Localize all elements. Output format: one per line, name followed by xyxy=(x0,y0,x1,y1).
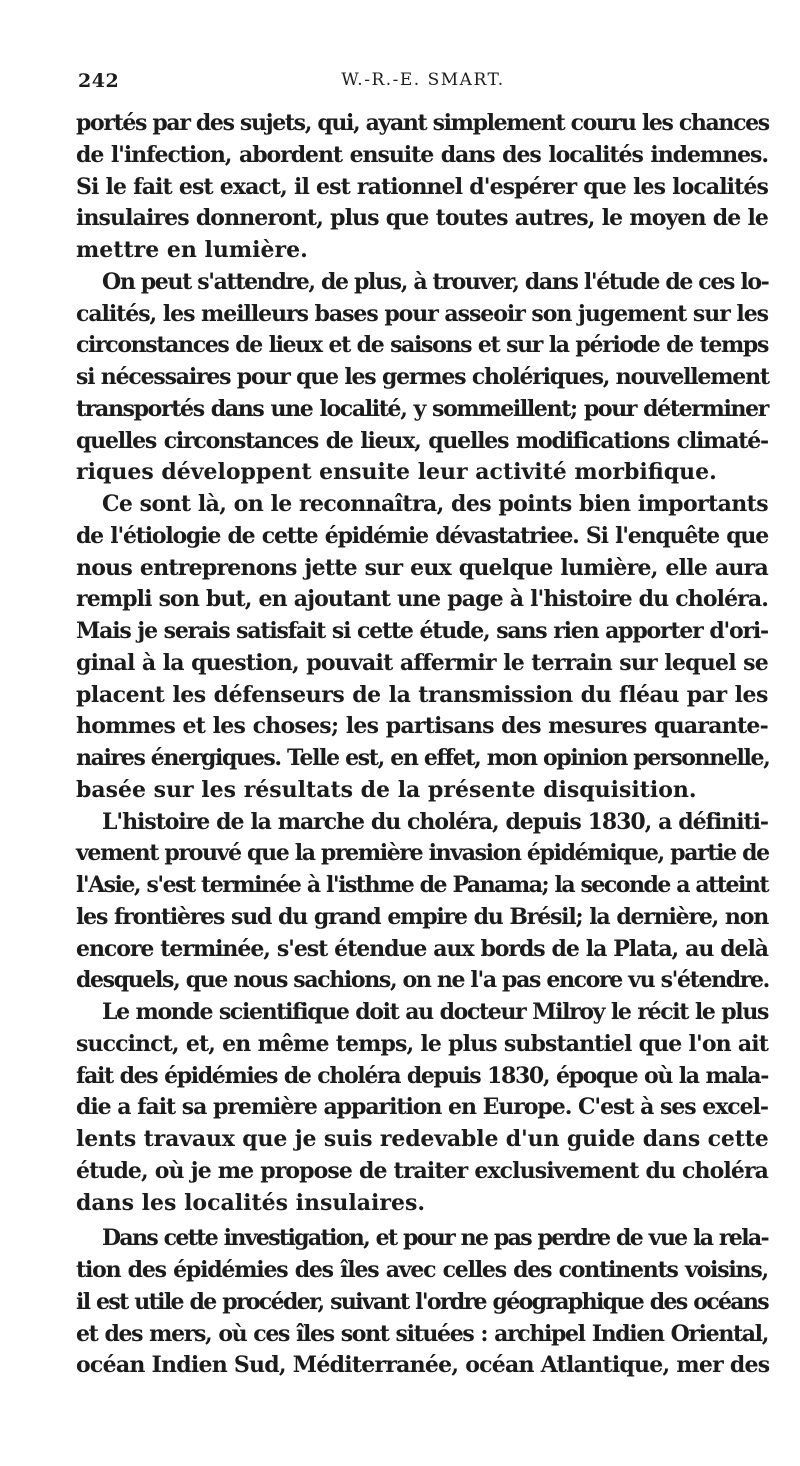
page-number: 242 xyxy=(78,70,120,92)
text-line: Si le fait est exact, il est rationnel d'espérer que les localités xyxy=(76,173,768,200)
text-line: fait des épidémies de choléra depuis 1830, époque où la mala- xyxy=(76,1062,768,1089)
paragraph xyxy=(76,108,768,267)
paragraph xyxy=(76,807,768,998)
text-line: ginal à la question, pouvait affermir le terrain sur lequel se xyxy=(76,649,768,676)
text-line: portés par des sujets, qui, ayant simplement couru les chances xyxy=(76,110,769,136)
text-line: dans les localités insulaires. xyxy=(76,1189,426,1216)
text-line: si nécessaires pour que les germes cholériques, nouvellement xyxy=(76,364,769,390)
text-line: calités, les meilleurs bases pour asseoir son jugement sur les xyxy=(76,300,768,327)
text-line: Mais je serais satisfait si cette étude, sans rien apporter d'ori- xyxy=(76,618,768,644)
text-line: die a fait sa première apparition en Europe. C'est à ses excel- xyxy=(76,1094,768,1121)
text-line: les frontières sud du grand empire du Brésil; la dernière, non xyxy=(76,903,768,930)
text-line: Le monde scientifique doit au docteur Milroy le récit le plus xyxy=(102,999,768,1025)
text-line: hommes et les choses; les partisans des mesures quarante- xyxy=(76,713,768,740)
running-head xyxy=(78,70,768,102)
text-line: étude, où je me propose de traiter exclusivement du choléra xyxy=(76,1157,768,1184)
text-line: desquels, que nous sachions, on ne l'a pas encore vu s'étendre. xyxy=(76,967,769,994)
text-line: basée sur les résultats de la présente disquisition. xyxy=(76,776,697,803)
text-line: rempli son but, en ajoutant une page à l'histoire du choléra. xyxy=(76,586,768,613)
text-line: insulaires donneront, plus que toutes autres, le moyen de le xyxy=(76,205,768,232)
text-line: quelles circonstances de lieux, quelles modifications climaté- xyxy=(76,427,768,454)
text-line: On peut s'attendre, de plus, à trouver, dans l'étude de ces lo- xyxy=(102,268,769,295)
text-line: succinct, et, en même temps, le plus substantiel que l'on ait xyxy=(76,1030,768,1057)
text-line: tion des épidémies des îles avec celles des continents voisins, xyxy=(76,1257,768,1283)
text-line: riques développent ensuite leur activité morbifique. xyxy=(76,459,717,486)
paragraph xyxy=(76,997,768,1219)
paragraph xyxy=(76,489,768,807)
text-line: de l'infection, abordent ensuite dans des localités indemnes. xyxy=(76,141,768,168)
text-line: mettre en lumière. xyxy=(76,237,308,263)
text-line: L'histoire de la marche du choléra, depuis 1830, a définiti- xyxy=(102,808,768,835)
text-line: circonstances de lieux et de saisons et sur la période de temps xyxy=(76,332,768,359)
text-line: encore terminée, s'est étendue aux bords de la Plata, au delà xyxy=(76,935,768,962)
text-line: nous entreprenons jette sur eux quelque lumière, elle aura xyxy=(76,554,768,581)
paragraph xyxy=(76,1223,768,1382)
text-line: Ce sont là, on le reconnaîtra, des points bien importants xyxy=(102,491,768,517)
text-line: naires énergiques. Telle est, en effet, mon opinion personnelle, xyxy=(76,745,770,771)
text-line: de l'étiologie de cette épidémie dévastatriee. Si l'enquête que xyxy=(76,522,768,549)
body-text xyxy=(76,108,768,1382)
text-line: vement prouvé que la première invasion épidémique, partie de xyxy=(76,840,769,867)
text-line: l'Asie, s'est terminée à l'isthme de Panama; la seconde a atteint xyxy=(76,872,768,898)
text-line: Dans cette investigation, et pour ne pas perdre de vue la rela- xyxy=(102,1225,768,1252)
running-title: W.-R.-E. SMART. xyxy=(341,70,505,90)
text-line: et des mers, où ces îles sont situées : archipel Indien Oriental, xyxy=(76,1320,768,1347)
text-line: transportés dans une localité, y sommeillent; pour déterminer xyxy=(76,395,768,422)
paragraph xyxy=(76,267,768,489)
text-line: placent les défenseurs de la transmission du fléau par les xyxy=(76,681,768,708)
text-line: océan Indien Sud, Méditerranée, océan Atlantique, mer des xyxy=(76,1352,770,1379)
text-line: lents travaux que je suis redevable d'un guide dans cette xyxy=(76,1126,769,1152)
text-line: il est utile de procéder, suivant l'ordre géographique des océans xyxy=(76,1288,768,1315)
